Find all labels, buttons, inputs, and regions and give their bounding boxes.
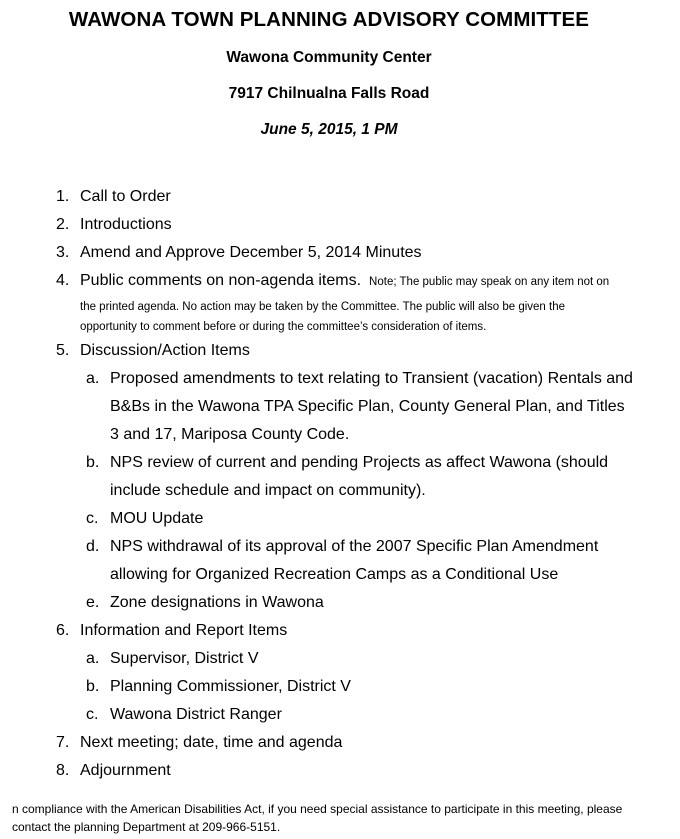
page-title: WAWONA TOWN PLANNING ADVISORY COMMITTEE [68, 8, 590, 31]
item-text: Discussion/Action Items [80, 342, 250, 359]
subitem-letter: b. [86, 454, 100, 471]
subitem-text-continued: 3 and 17, Mariposa County Code. [110, 426, 350, 443]
subitem-text-continued: allowing for Organized Recreation Camps as a Conditional Use [110, 566, 559, 583]
meeting-address: 7917 Chilnualna Falls Road [228, 85, 430, 102]
item-number: 2. [56, 216, 70, 233]
public-comment-note: Note; The public may speak on any item not on [369, 276, 610, 288]
subitem-text: Proposed amendments to text relating to Transient (vacation) Rentals and [110, 370, 633, 387]
subitem-letter: c. [86, 706, 99, 723]
item-number: 5. [56, 342, 70, 359]
subitem-text: Planning Commissioner, District V [110, 678, 351, 695]
item-text: Information and Report Items [80, 622, 288, 639]
subitem-letter: a. [86, 370, 100, 387]
subitem-text-continued: include schedule and impact on community). [110, 482, 426, 499]
item-number: 6. [56, 622, 70, 639]
subitem-text: Wawona District Ranger [110, 706, 282, 723]
meeting-venue: Wawona Community Center [226, 49, 432, 66]
item-number: 4. [56, 272, 70, 289]
item-text: Public comments on non-agenda items. [80, 272, 362, 289]
item-number: 7. [56, 734, 70, 751]
item-number: 1. [56, 188, 70, 205]
meeting-date: June 5, 2015, 1 PM [260, 121, 398, 138]
item-text: Introductions [80, 216, 172, 233]
item-text: Next meeting; date, time and agenda [80, 734, 343, 751]
subitem-letter: c. [86, 510, 99, 527]
item-text: Amend and Approve December 5, 2014 Minutes [80, 244, 422, 261]
subitem-text: Zone designations in Wawona [110, 594, 324, 611]
public-comment-note-line: opportunity to comment before or during the committee’s consideration of items. [80, 321, 487, 333]
subitem-letter: a. [86, 650, 100, 667]
item-number: 3. [56, 244, 70, 261]
subitem-text: NPS review of current and pending Projects as affect Wawona (should [110, 454, 609, 471]
subitem-letter: d. [86, 538, 100, 555]
subitem-text: MOU Update [110, 510, 204, 527]
public-comment-note-line: the printed agenda. No action may be taken by the Committee. The public will also be given the [80, 301, 565, 313]
ada-notice: n compliance with the American Disabilities Act, if you need special assistance to participate in this meeting, please [12, 802, 623, 816]
item-text-group [80, 272, 609, 290]
subitem-text: NPS withdrawal of its approval of the 2007 Specific Plan Amendment [110, 538, 599, 555]
item-text: Adjournment [80, 762, 171, 779]
subitem-letter: e. [86, 594, 100, 611]
item-number: 8. [56, 762, 70, 779]
ada-notice-contact: contact the planning Department at 209-966-5151. [12, 820, 281, 834]
subitem-letter: b. [86, 678, 100, 695]
item-text: Call to Order [80, 188, 171, 205]
subitem-text: Supervisor, District V [110, 650, 259, 667]
subitem-text-continued: B&Bs in the Wawona TPA Specific Plan, County General Plan, and Titles [110, 398, 625, 415]
